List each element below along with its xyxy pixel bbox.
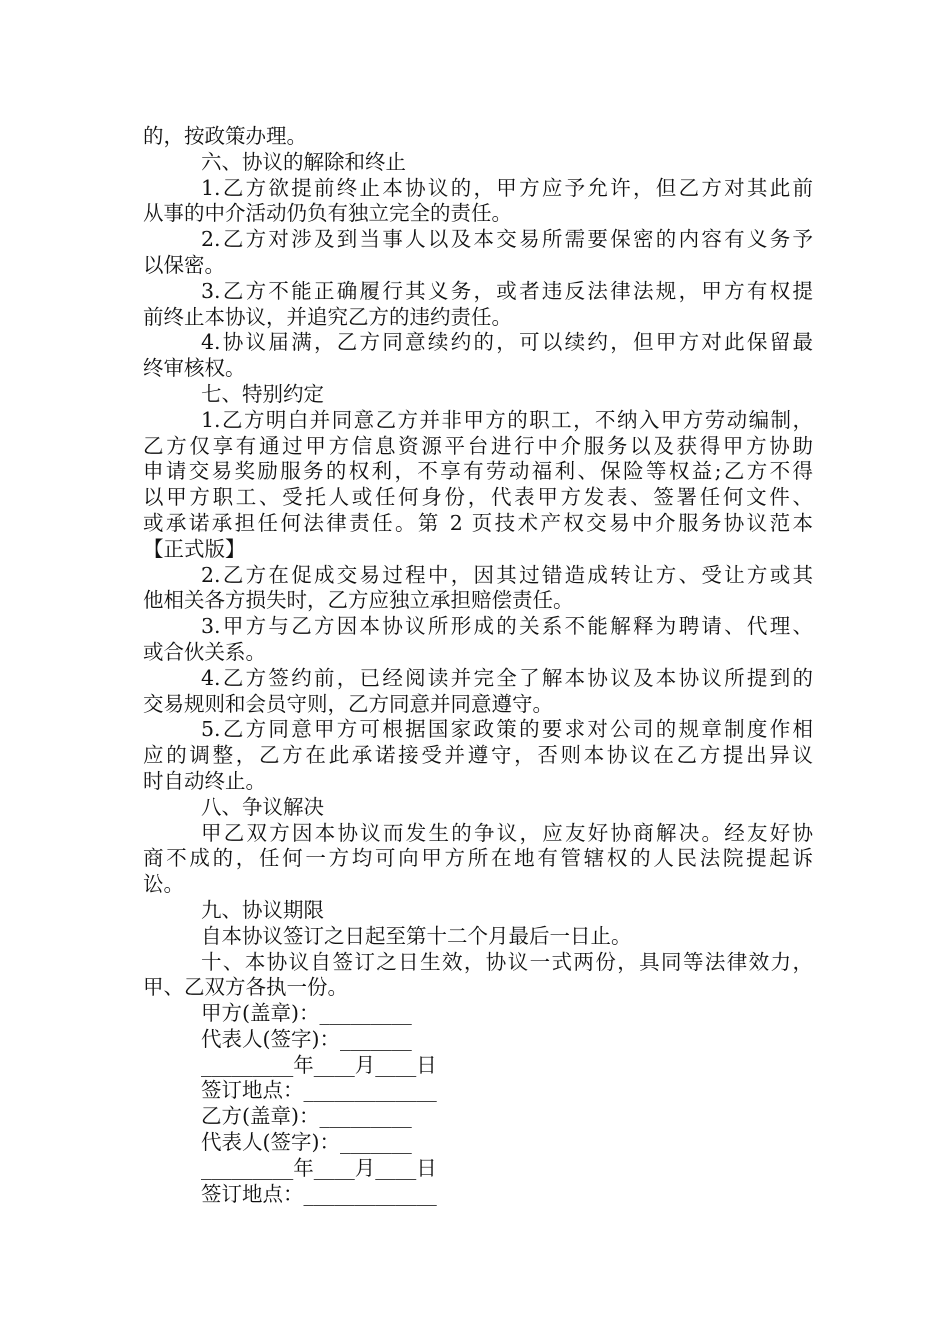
text-line: 十、本协议自签订之日生效，协议一式两份，具同等法律效力， bbox=[201, 949, 813, 974]
text-line: 3.乙方不能正确履行其义务，或者违反法律法规，甲方有权提 bbox=[201, 278, 813, 303]
text-line: 签订地点：_____________ bbox=[201, 1078, 437, 1103]
text-line: 自本协议签订之日起至第十二个月最后一日止。 bbox=[201, 923, 632, 948]
text-line: 1.乙方欲提前终止本协议的，甲方应予允许，但乙方对其此前 bbox=[201, 175, 813, 200]
text-line: 六、协议的解除和终止 bbox=[201, 149, 406, 174]
text-line: 时自动终止。 bbox=[143, 768, 266, 793]
text-line: 讼。 bbox=[143, 872, 184, 897]
text-line: 九、协议期限 bbox=[201, 897, 324, 922]
text-line: 的，按政策办理。 bbox=[143, 124, 307, 148]
text-line: 5.乙方同意甲方可根据国家政策的要求对公司的规章制度作相 bbox=[201, 717, 813, 742]
text-line: 甲方(盖章)：_________ bbox=[201, 1001, 412, 1026]
text-line: 4.协议届满，乙方同意续约的，可以续约，但甲方对此保留最 bbox=[201, 330, 813, 355]
text-line: 代表人(签字)：_______ bbox=[201, 1026, 412, 1051]
text-line: 商不成的，任何一方均可向甲方所在地有管辖权的人民法院提起诉 bbox=[143, 846, 813, 871]
text-line: 申请交易奖励服务的权利，不享有劳动福利、保险等权益;乙方不得 bbox=[143, 459, 813, 484]
text-line: 乙方(盖章)：_________ bbox=[201, 1104, 412, 1129]
text-line: 1.乙方明白并同意乙方并非甲方的职工，不纳入甲方劳动编制， bbox=[201, 407, 813, 432]
text-line: 从事的中介活动仍负有独立完全的责任。 bbox=[143, 201, 512, 226]
text-line: 他相关各方损失时，乙方应独立承担赔偿责任。 bbox=[143, 588, 574, 613]
text-line: 甲、乙双方各执一份。 bbox=[143, 975, 348, 1000]
text-line: 代表人(签字)：_______ bbox=[201, 1130, 412, 1155]
text-line: 3.甲方与乙方因本协议所形成的关系不能解释为聘请、代理、 bbox=[201, 614, 813, 639]
text-line: _________年____月____日 bbox=[201, 1052, 437, 1077]
text-line: 4.乙方签约前，已经阅读并完全了解本协议及本协议所提到的 bbox=[201, 665, 813, 690]
text-line: 2.乙方在促成交易过程中，因其过错造成转让方、受让方或其 bbox=[201, 562, 813, 587]
text-line: 甲乙双方因本协议而发生的争议，应友好协商解决。经友好协 bbox=[201, 820, 813, 845]
text-line: 2.乙方对涉及到当事人以及本交易所需要保密的内容有义务予 bbox=[201, 227, 813, 252]
text-line: 或合伙关系。 bbox=[143, 639, 266, 664]
text-line: 终审核权。 bbox=[143, 356, 246, 381]
text-line: 前终止本协议，并追究乙方的违约责任。 bbox=[143, 304, 512, 329]
text-line: 以甲方职工、受托人或任何身份，代表甲方发表、签署任何文件、 bbox=[143, 485, 813, 510]
text-line: 【正式版】 bbox=[143, 536, 246, 561]
text-line: _________年____月____日 bbox=[201, 1155, 437, 1180]
text-line: 以保密。 bbox=[143, 252, 225, 277]
text-line: 应的调整，乙方在此承诺接受并遵守，否则本协议在乙方提出异议 bbox=[143, 743, 813, 768]
document-page bbox=[143, 124, 813, 1207]
text-line: 七、特别约定 bbox=[201, 381, 324, 406]
text-line: 交易规则和会员守则，乙方同意并同意遵守。 bbox=[143, 691, 553, 716]
text-line: 乙方仅享有通过甲方信息资源平台进行中介服务以及获得甲方协助 bbox=[143, 433, 813, 458]
text-line: 八、争议解决 bbox=[201, 794, 324, 819]
text-line: 或承诺承担任何法律责任。第 2 页技术产权交易中介服务协议范本 bbox=[143, 510, 813, 535]
text-line: 签订地点：_____________ bbox=[201, 1181, 437, 1206]
